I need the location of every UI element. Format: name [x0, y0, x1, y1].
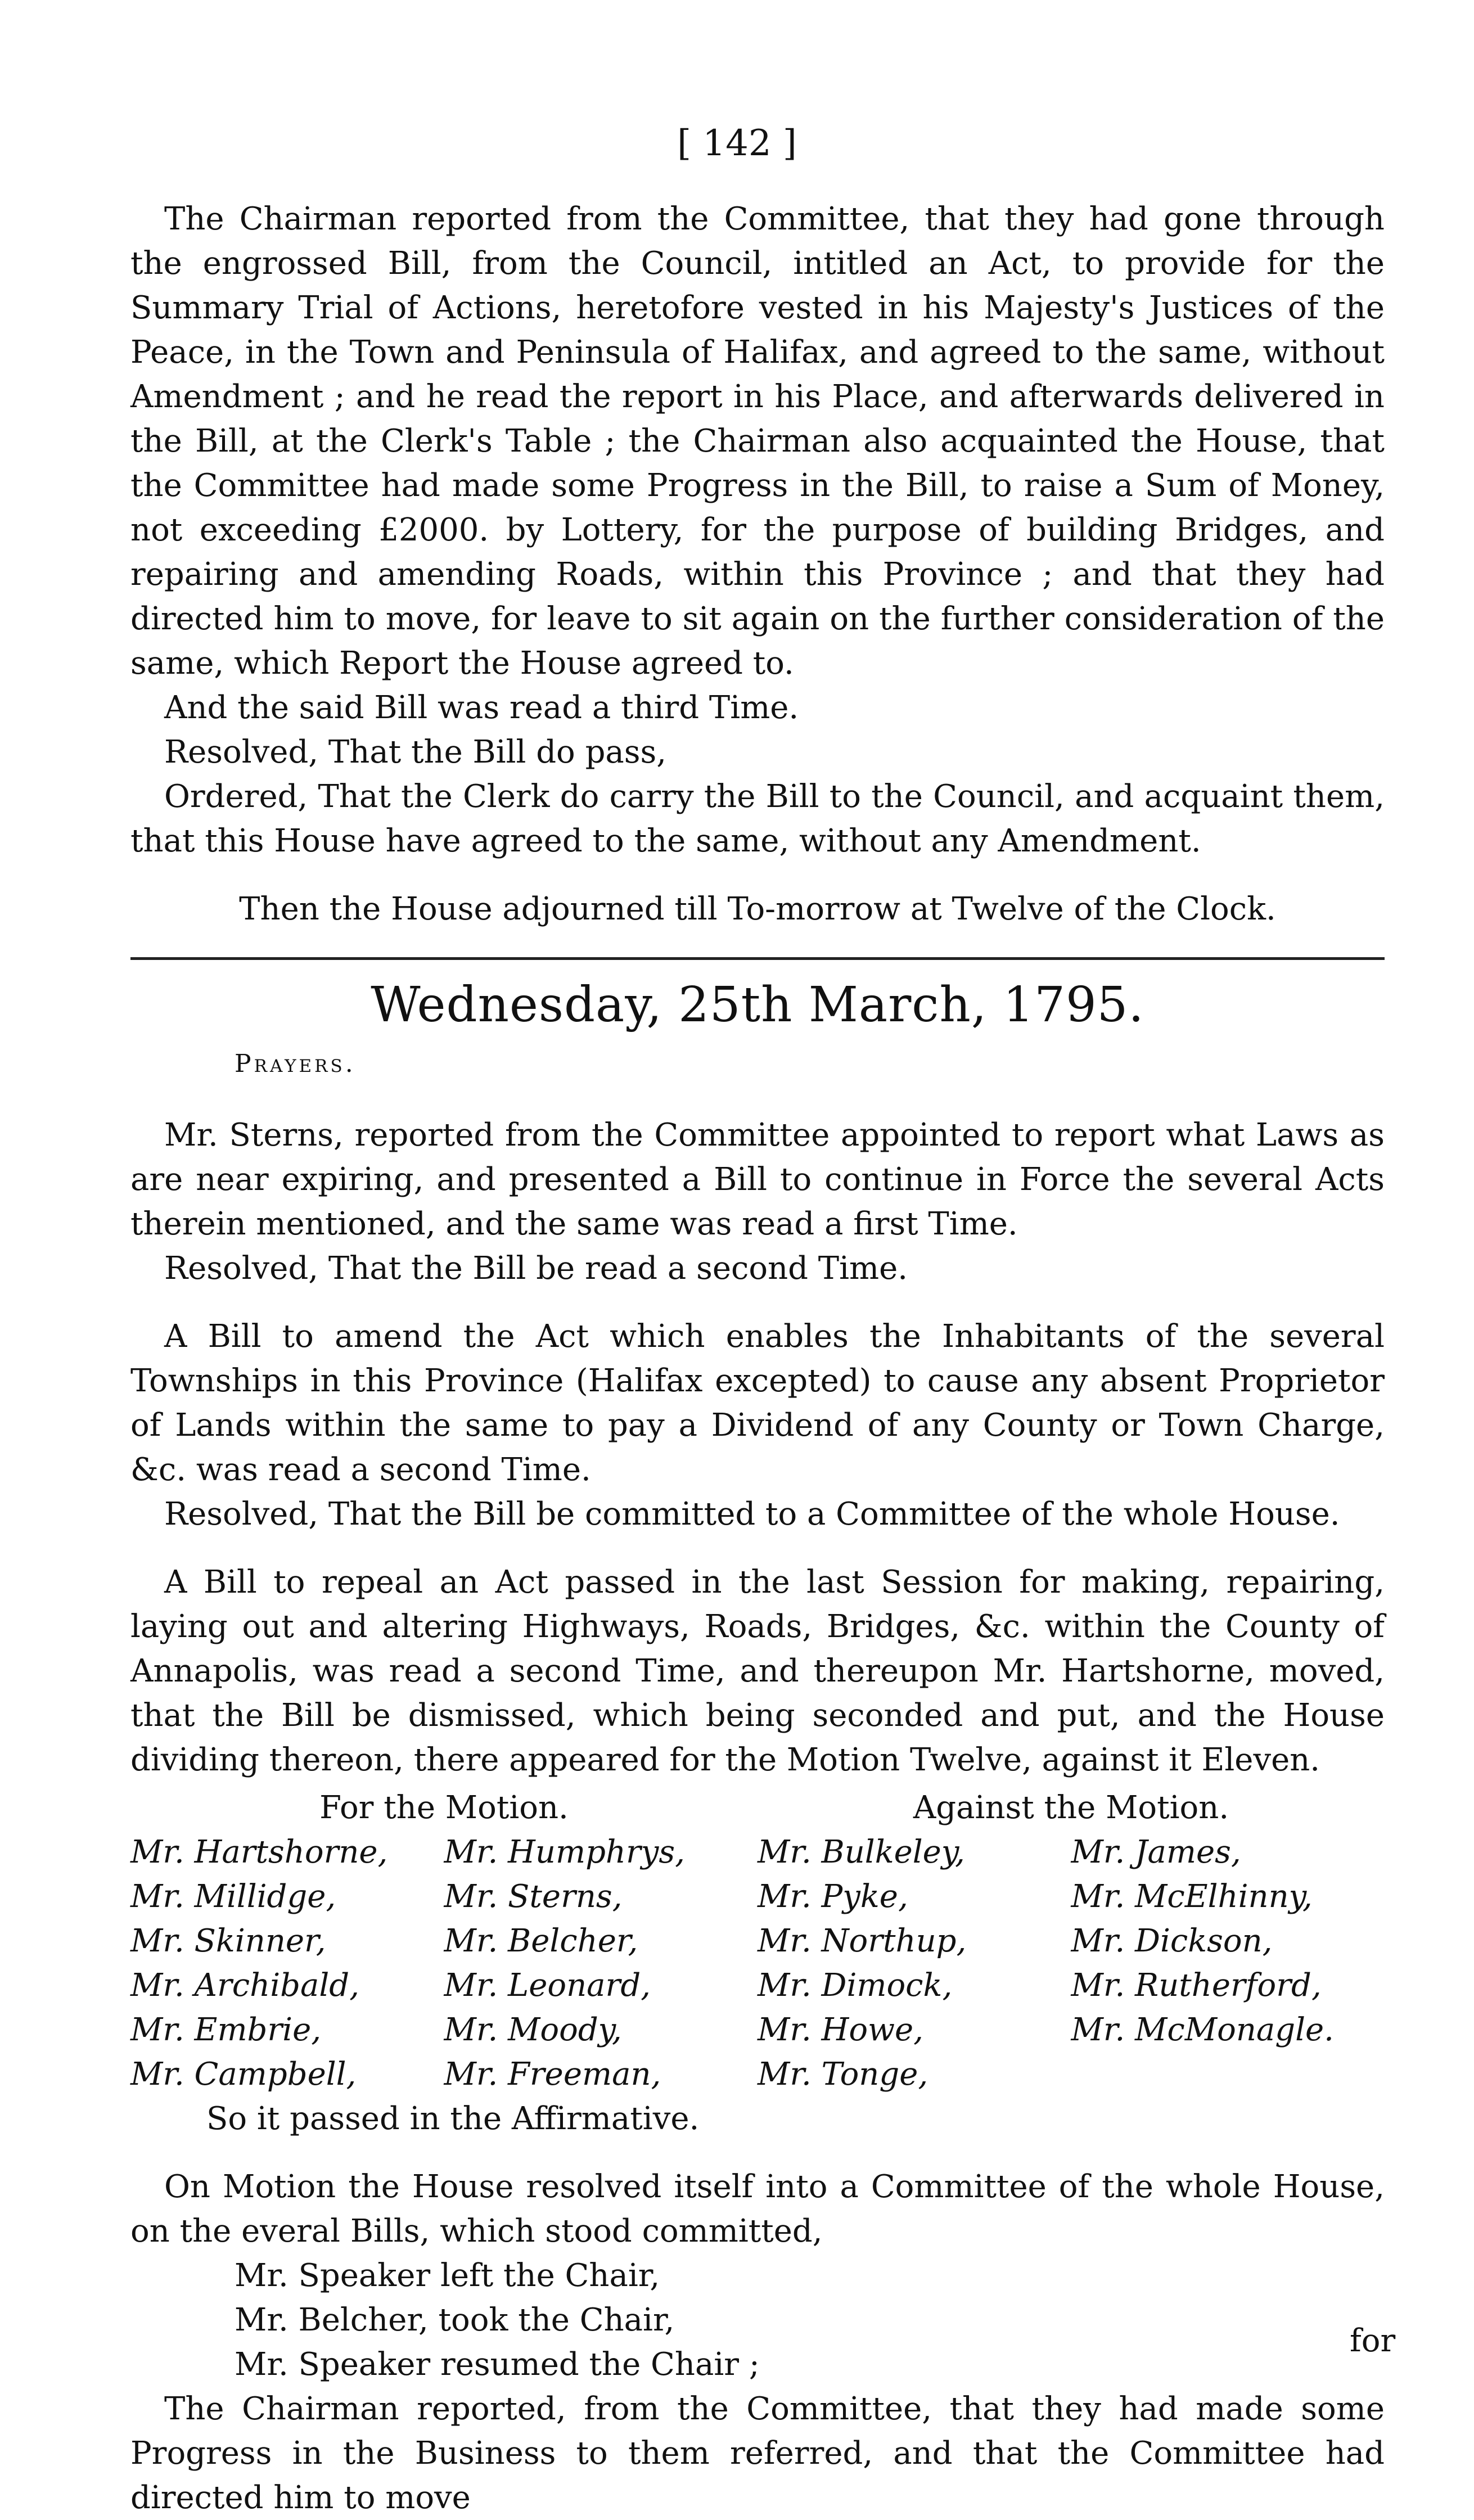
catchword: for: [1350, 2323, 1396, 2359]
member-name: Mr. Embrie,: [130, 2012, 322, 2048]
member-name: Mr. Hartshorne,: [130, 1834, 388, 1870]
sterns-report-paragraph: Mr. Sterns, reported from the Committee appointed to report what Laws as are near expiring, and presented a Bill to continue in Force the several Acts therein mentioned, and the same was read a first Time.: [130, 1117, 1385, 1242]
section-divider: [130, 957, 1385, 960]
member-name: Mr. Skinner,: [130, 1923, 326, 1959]
for-motion-column-1: [130, 1830, 444, 2097]
speaker-left-line: Mr. Speaker left the Chair,: [235, 2257, 660, 2294]
member-name: Mr. Leonard,: [444, 1967, 651, 2004]
resolved-committed-line: Resolved, That the Bill be committed to a Committee of the whole House.: [164, 1496, 1340, 1532]
member-name: Mr. James,: [1071, 1834, 1241, 1870]
adjournment-line: Then the House adjourned till To-morrow at Twelve of the Clock.: [239, 891, 1276, 927]
date-heading: Wednesday, 25th March, 1795.: [371, 977, 1144, 1033]
for-motion-block: [130, 1786, 758, 2097]
third-reading-line: And the said Bill was read a third Time.: [164, 689, 799, 726]
member-name: Mr. McElhinny,: [1071, 1878, 1313, 1915]
member-name: Mr. Bulkeley,: [758, 1834, 965, 1870]
member-name: Mr. Archibald,: [130, 1967, 359, 2004]
member-name: Mr. Belcher,: [444, 1923, 638, 1959]
belcher-took-chair-line: Mr. Belcher, took the Chair,: [235, 2302, 675, 2338]
for-motion-heading: For the Motion.: [319, 1789, 569, 1826]
for-motion-column-2: [444, 1830, 758, 2097]
against-motion-column-2: [1071, 1830, 1385, 2097]
annapolis-bill-paragraph: A Bill to repeal an Act passed in the last Session for making, repairing, laying out and altering Highways, Roads, Bridges, &c. within the County of Annapolis, was read a second Time, and thereupon Mr. Hartshorne, moved, that the Bill be dismissed, which being seconded and put, and the House dividing thereon, there appeared for the Motion Twelve, against it Eleven.: [130, 1564, 1385, 1778]
townships-bill-paragraph: A Bill to amend the Act which enables the Inhabitants of the several Townships in this Province (Halifax excepted) to cause any absent Proprietor of Lands within the same to pay a Dividend of any County or Town Charge, &c. was read a second Time.: [130, 1318, 1385, 1488]
division-list: [130, 1786, 1385, 2097]
member-name: Mr. McMonagle.: [1071, 2012, 1334, 2048]
ordered-paragraph: Ordered, That the Clerk do carry the Bill to the Council, and acquaint them, that this House have agreed to the same, without any Amendment.: [130, 778, 1385, 859]
member-name: Mr. Dickson,: [1071, 1923, 1273, 1959]
page-number: [ 142 ]: [677, 123, 797, 164]
against-motion-column-1: [758, 1830, 1071, 2097]
committee-of-whole-paragraph: On Motion the House resolved itself into a Committee of the whole House, on the everal Bills, which stood committed,: [130, 2169, 1385, 2249]
against-motion-block: [758, 1786, 1385, 2097]
resolved-pass-line: Resolved, That the Bill do pass,: [164, 734, 667, 770]
member-name: Mr. Humphrys,: [444, 1834, 685, 1870]
speaker-resumed-line: Mr. Speaker resumed the Chair ;: [235, 2346, 760, 2383]
member-name: Mr. Dimock,: [758, 1967, 953, 2004]
member-name: Mr. Pyke,: [758, 1878, 908, 1915]
chairman-report-paragraph: The Chairman reported from the Committee, that they had gone through the engrossed Bill, from the Council, intitled an Act, to provide for the Summary Trial of Actions, heretofore vested in his Majesty's Justices of the Peace, in the Town and Peninsula of Halifax, and agreed to the same, without Amendment ; and he read the report in his Place, and afterwards delivered in the Bill, at the Clerk's Table ; the Chairman also acquainted the House, that the Committee had made some Progress in the Bill, to raise a Sum of Money, not exceeding £2000. by Lottery, for the purpose of building Bridges, and repairing and amending Roads, within this Province ; and that they had directed him to move, for leave to sit again on the further consideration of the same, which Report the House agreed to.: [130, 201, 1385, 682]
chairman-progress-paragraph: The Chairman reported, from the Committee, that they had made some Progress in the Business to them referred, and that the Committee had directed him to move: [130, 2391, 1385, 2516]
member-name: Mr. Campbell,: [130, 2056, 357, 2093]
member-name: Mr. Sterns,: [444, 1878, 623, 1915]
member-name: Mr. Millidge,: [130, 1878, 336, 1915]
page-body: [130, 197, 1385, 2520]
member-name: Mr. Tonge,: [758, 2056, 928, 2093]
resolved-second-reading-line: Resolved, That the Bill be read a second Time.: [164, 1250, 908, 1287]
member-name: Mr. Rutherford,: [1071, 1967, 1322, 2004]
member-name: Mr. Freeman,: [444, 2056, 661, 2093]
member-name: Mr. Howe,: [758, 2012, 923, 2048]
affirmative-line: So it passed in the Affirmative.: [206, 2100, 700, 2137]
member-name: Mr. Northup,: [758, 1923, 967, 1959]
against-motion-heading: Against the Motion.: [913, 1789, 1229, 1826]
prayers-label: Prayers.: [235, 1049, 356, 1078]
member-name: Mr. Moody,: [444, 2012, 622, 2048]
